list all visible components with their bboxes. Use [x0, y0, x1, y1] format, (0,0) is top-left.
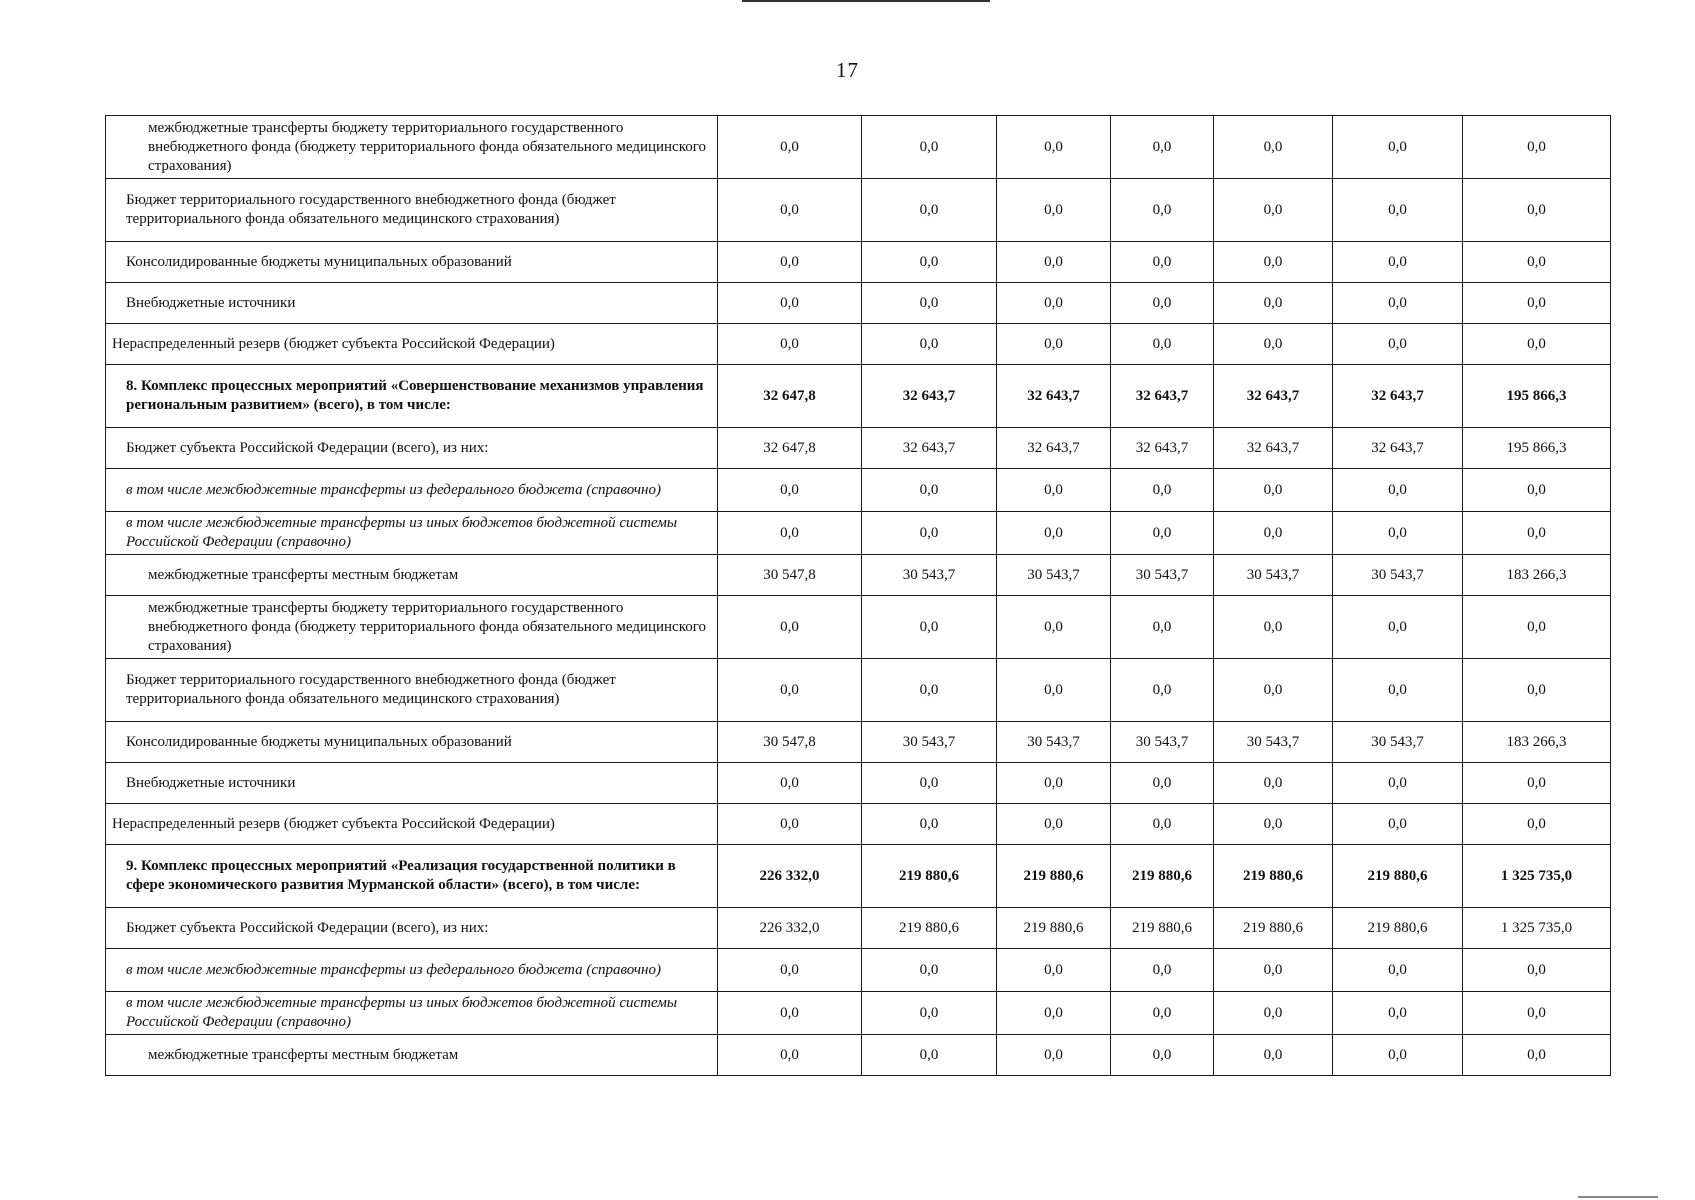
- value-cell: 0,0: [862, 1035, 997, 1076]
- value-cell: 0,0: [997, 992, 1111, 1035]
- value-cell: 0,0: [1214, 1035, 1333, 1076]
- row-label: межбюджетные трансферты местным бюджетам: [106, 555, 718, 596]
- row-label: Бюджет субъекта Российской Федерации (всего), из них:: [106, 908, 718, 949]
- value-cell: 0,0: [997, 949, 1111, 992]
- value-cell: 0,0: [862, 949, 997, 992]
- value-cell: 219 880,6: [997, 845, 1111, 908]
- value-cell: 0,0: [718, 242, 862, 283]
- value-cell: 0,0: [997, 763, 1111, 804]
- value-cell: 0,0: [1214, 659, 1333, 722]
- value-cell: 0,0: [1111, 596, 1214, 659]
- value-cell: 0,0: [718, 179, 862, 242]
- value-cell: 32 643,7: [997, 365, 1111, 428]
- value-cell: 0,0: [1333, 179, 1463, 242]
- table-row: [106, 512, 1611, 555]
- value-cell: 219 880,6: [862, 845, 997, 908]
- value-cell: 0,0: [997, 469, 1111, 512]
- value-cell: 0,0: [997, 512, 1111, 555]
- value-cell: 0,0: [997, 116, 1111, 179]
- row-label: 9. Комплекс процессных мероприятий «Реализация государственной политики в сфере экономического развития Мурманской области» (всего), в том числе:: [106, 845, 718, 908]
- value-cell: 32 643,7: [1214, 365, 1333, 428]
- value-cell: 32 643,7: [1333, 428, 1463, 469]
- page-number: 17: [836, 58, 859, 82]
- value-cell: 0,0: [1111, 179, 1214, 242]
- value-cell: 0,0: [1214, 469, 1333, 512]
- value-cell: 0,0: [718, 512, 862, 555]
- value-cell: 0,0: [1333, 116, 1463, 179]
- value-cell: 30 547,8: [718, 722, 862, 763]
- value-cell: 30 543,7: [1111, 722, 1214, 763]
- value-cell: 0,0: [1214, 804, 1333, 845]
- row-label: межбюджетные трансферты местным бюджетам: [106, 1035, 718, 1076]
- value-cell: 32 643,7: [1333, 365, 1463, 428]
- value-cell: 0,0: [718, 949, 862, 992]
- value-cell: 32 643,7: [1111, 428, 1214, 469]
- value-cell: 0,0: [1333, 804, 1463, 845]
- value-cell: 0,0: [1214, 596, 1333, 659]
- value-cell: 219 880,6: [1333, 845, 1463, 908]
- value-cell: 0,0: [1111, 804, 1214, 845]
- value-cell: 0,0: [1111, 512, 1214, 555]
- value-cell: 0,0: [718, 283, 862, 324]
- value-cell: 0,0: [1214, 324, 1333, 365]
- value-cell: 0,0: [1111, 992, 1214, 1035]
- value-cell: 195 866,3: [1463, 365, 1611, 428]
- value-cell: 0,0: [1463, 242, 1611, 283]
- value-cell: 0,0: [1333, 283, 1463, 324]
- value-cell: 219 880,6: [997, 908, 1111, 949]
- value-cell: 0,0: [1333, 242, 1463, 283]
- value-cell: 0,0: [718, 469, 862, 512]
- value-cell: 0,0: [862, 469, 997, 512]
- table-row: [106, 469, 1611, 512]
- table-row: [106, 365, 1611, 428]
- value-cell: 32 643,7: [862, 365, 997, 428]
- table-row: [106, 428, 1611, 469]
- value-cell: 183 266,3: [1463, 722, 1611, 763]
- value-cell: 0,0: [718, 1035, 862, 1076]
- value-cell: 32 643,7: [1111, 365, 1214, 428]
- value-cell: 0,0: [1333, 596, 1463, 659]
- value-cell: 0,0: [1214, 992, 1333, 1035]
- value-cell: 0,0: [1214, 179, 1333, 242]
- row-label: Нераспределенный резерв (бюджет субъекта Российской Федерации): [106, 804, 718, 845]
- value-cell: 30 547,8: [718, 555, 862, 596]
- value-cell: 0,0: [1463, 1035, 1611, 1076]
- value-cell: 0,0: [1111, 659, 1214, 722]
- table-row: [106, 992, 1611, 1035]
- value-cell: 32 647,8: [718, 365, 862, 428]
- value-cell: 195 866,3: [1463, 428, 1611, 469]
- value-cell: 0,0: [997, 596, 1111, 659]
- value-cell: 219 880,6: [1111, 908, 1214, 949]
- table-row: [106, 555, 1611, 596]
- row-label: Консолидированные бюджеты муниципальных образований: [106, 242, 718, 283]
- value-cell: 0,0: [1333, 469, 1463, 512]
- value-cell: 0,0: [997, 804, 1111, 845]
- row-label: в том числе межбюджетные трансферты из федерального бюджета (справочно): [106, 949, 718, 992]
- value-cell: 219 880,6: [1214, 908, 1333, 949]
- table-row: [106, 722, 1611, 763]
- value-cell: 0,0: [1111, 763, 1214, 804]
- row-label: Бюджет субъекта Российской Федерации (всего), из них:: [106, 428, 718, 469]
- value-cell: 0,0: [862, 512, 997, 555]
- value-cell: 0,0: [862, 179, 997, 242]
- value-cell: 0,0: [1463, 324, 1611, 365]
- table-row: [106, 804, 1611, 845]
- value-cell: 0,0: [1214, 512, 1333, 555]
- value-cell: 0,0: [1333, 324, 1463, 365]
- value-cell: 0,0: [1463, 469, 1611, 512]
- value-cell: 219 880,6: [1214, 845, 1333, 908]
- value-cell: 0,0: [1214, 283, 1333, 324]
- value-cell: 0,0: [997, 659, 1111, 722]
- value-cell: 0,0: [1111, 1035, 1214, 1076]
- top-scan-mark: [742, 0, 990, 2]
- table-row: [106, 116, 1611, 179]
- value-cell: 0,0: [1463, 804, 1611, 845]
- value-cell: 0,0: [718, 804, 862, 845]
- value-cell: 0,0: [862, 659, 997, 722]
- value-cell: 0,0: [1463, 763, 1611, 804]
- value-cell: 0,0: [718, 763, 862, 804]
- value-cell: 30 543,7: [862, 722, 997, 763]
- row-label: межбюджетные трансферты бюджету территориального государственного внебюджетного фонда (бюджету территориального фонда обязательного медицинского страхования): [106, 596, 718, 659]
- value-cell: 0,0: [862, 992, 997, 1035]
- value-cell: 219 880,6: [1333, 908, 1463, 949]
- value-cell: 30 543,7: [1214, 555, 1333, 596]
- value-cell: 0,0: [1463, 949, 1611, 992]
- value-cell: 0,0: [1111, 469, 1214, 512]
- value-cell: 0,0: [862, 763, 997, 804]
- value-cell: 0,0: [718, 324, 862, 365]
- value-cell: 0,0: [718, 596, 862, 659]
- value-cell: 0,0: [1214, 763, 1333, 804]
- row-label: межбюджетные трансферты бюджету территориального государственного внебюджетного фонда (бюджету территориального фонда обязательного медицинского страхования): [106, 116, 718, 179]
- row-label: Бюджет территориального государственного внебюджетного фонда (бюджет территориального фонда обязательного медицинского страхования): [106, 179, 718, 242]
- table-row: [106, 179, 1611, 242]
- value-cell: 0,0: [1214, 242, 1333, 283]
- value-cell: 0,0: [1463, 596, 1611, 659]
- value-cell: 0,0: [862, 283, 997, 324]
- table-row: [106, 596, 1611, 659]
- row-label: Внебюджетные источники: [106, 283, 718, 324]
- value-cell: 0,0: [718, 116, 862, 179]
- row-label: 8. Комплекс процессных мероприятий «Совершенствование механизмов управления региональным развитием» (всего), в том числе:: [106, 365, 718, 428]
- row-label: Бюджет территориального государственного внебюджетного фонда (бюджет территориального фонда обязательного медицинского страхования): [106, 659, 718, 722]
- value-cell: 30 543,7: [1333, 722, 1463, 763]
- value-cell: 1 325 735,0: [1463, 845, 1611, 908]
- value-cell: 183 266,3: [1463, 555, 1611, 596]
- table-row: [106, 763, 1611, 804]
- value-cell: 30 543,7: [997, 555, 1111, 596]
- value-cell: 0,0: [997, 324, 1111, 365]
- value-cell: 30 543,7: [997, 722, 1111, 763]
- row-label: в том числе межбюджетные трансферты из федерального бюджета (справочно): [106, 469, 718, 512]
- value-cell: 226 332,0: [718, 845, 862, 908]
- value-cell: 0,0: [1463, 283, 1611, 324]
- value-cell: 0,0: [1463, 179, 1611, 242]
- value-cell: 226 332,0: [718, 908, 862, 949]
- value-cell: 30 543,7: [1333, 555, 1463, 596]
- value-cell: 0,0: [862, 596, 997, 659]
- value-cell: 0,0: [997, 1035, 1111, 1076]
- value-cell: 32 643,7: [862, 428, 997, 469]
- table-row: [106, 845, 1611, 908]
- value-cell: 219 880,6: [1111, 845, 1214, 908]
- value-cell: 1 325 735,0: [1463, 908, 1611, 949]
- value-cell: 0,0: [997, 283, 1111, 324]
- value-cell: 0,0: [862, 804, 997, 845]
- value-cell: 0,0: [862, 116, 997, 179]
- value-cell: 0,0: [1111, 283, 1214, 324]
- value-cell: 0,0: [862, 242, 997, 283]
- value-cell: 0,0: [1333, 659, 1463, 722]
- value-cell: 0,0: [718, 992, 862, 1035]
- row-label: Консолидированные бюджеты муниципальных образований: [106, 722, 718, 763]
- row-label: Внебюджетные источники: [106, 763, 718, 804]
- value-cell: 0,0: [1214, 949, 1333, 992]
- value-cell: 0,0: [1333, 763, 1463, 804]
- value-cell: 0,0: [1111, 242, 1214, 283]
- table-row: [106, 659, 1611, 722]
- value-cell: 0,0: [1463, 116, 1611, 179]
- value-cell: 0,0: [1214, 116, 1333, 179]
- row-label: в том числе межбюджетные трансферты из иных бюджетов бюджетной системы Российской Федерации (справочно): [106, 992, 718, 1035]
- value-cell: 0,0: [1333, 949, 1463, 992]
- value-cell: 0,0: [862, 324, 997, 365]
- row-label: Нераспределенный резерв (бюджет субъекта Российской Федерации): [106, 324, 718, 365]
- table-row: [106, 242, 1611, 283]
- value-cell: 0,0: [997, 242, 1111, 283]
- value-cell: 0,0: [1333, 1035, 1463, 1076]
- value-cell: 219 880,6: [862, 908, 997, 949]
- value-cell: 0,0: [1333, 992, 1463, 1035]
- table-row: [106, 324, 1611, 365]
- row-label: в том числе межбюджетные трансферты из иных бюджетов бюджетной системы Российской Федерации (справочно): [106, 512, 718, 555]
- value-cell: 0,0: [1111, 324, 1214, 365]
- value-cell: 32 643,7: [1214, 428, 1333, 469]
- value-cell: 0,0: [1463, 992, 1611, 1035]
- table-body: [106, 116, 1611, 1076]
- value-cell: 30 543,7: [1111, 555, 1214, 596]
- value-cell: 0,0: [718, 659, 862, 722]
- value-cell: 30 543,7: [862, 555, 997, 596]
- value-cell: 0,0: [1111, 949, 1214, 992]
- value-cell: 0,0: [1111, 116, 1214, 179]
- value-cell: 32 647,8: [718, 428, 862, 469]
- table-row: [106, 1035, 1611, 1076]
- table-row: [106, 949, 1611, 992]
- value-cell: 0,0: [1333, 512, 1463, 555]
- value-cell: 0,0: [997, 179, 1111, 242]
- value-cell: 30 543,7: [1214, 722, 1333, 763]
- value-cell: 0,0: [1463, 512, 1611, 555]
- budget-table: [105, 115, 1611, 1076]
- table-row: [106, 283, 1611, 324]
- table-row: [106, 908, 1611, 949]
- value-cell: 32 643,7: [997, 428, 1111, 469]
- value-cell: 0,0: [1463, 659, 1611, 722]
- bottom-scan-mark: [1578, 1196, 1658, 1198]
